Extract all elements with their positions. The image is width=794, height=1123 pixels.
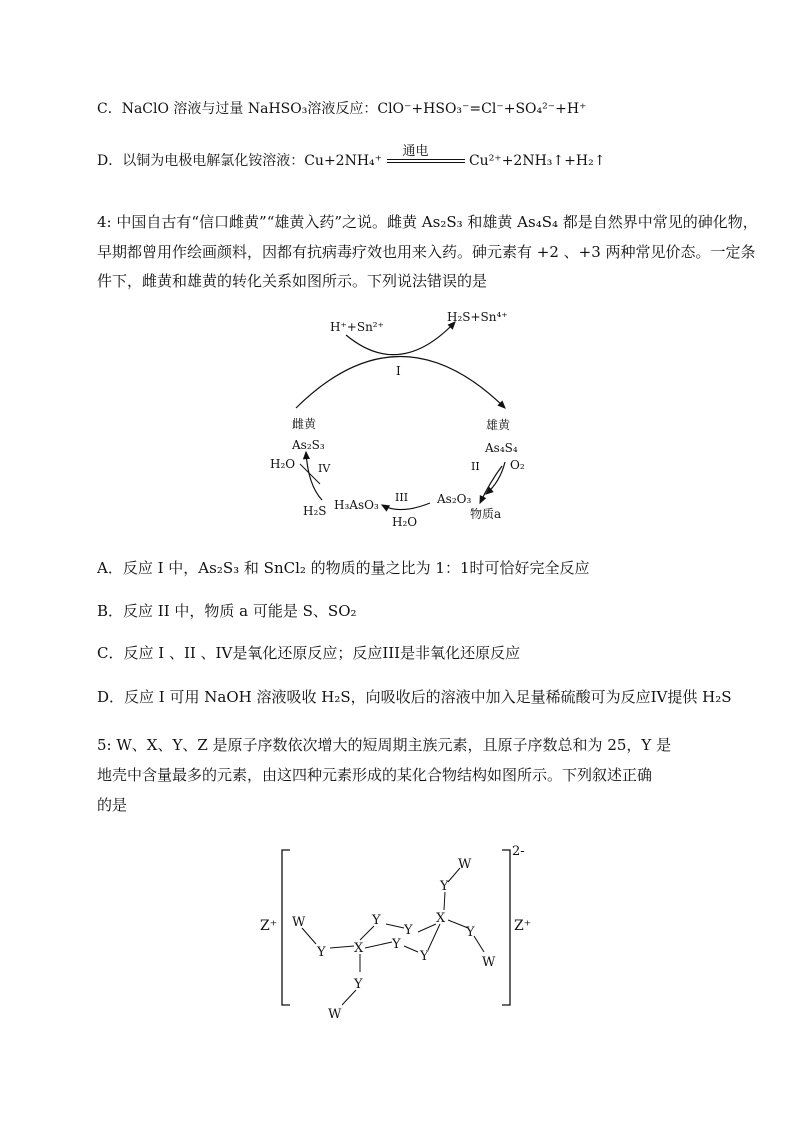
label-reaction-I: I bbox=[396, 364, 401, 378]
label-top-left: H⁺+Sn²⁺ bbox=[330, 320, 384, 334]
z-right: Z⁺ bbox=[514, 918, 532, 934]
q4-line1: 4: 中国自古有“信口雌黄”“雄黄入药”之说。雌黄 As₂S₃ 和雄黄 As₄S₄ 都是自然界中常见的砷化物， bbox=[97, 213, 758, 231]
electrolysis-label: 通电 bbox=[402, 144, 429, 159]
atom-y: Y bbox=[317, 945, 326, 960]
atom-y: Y bbox=[404, 923, 413, 938]
label-h3aso3: H₃AsO₃ bbox=[334, 498, 379, 512]
q4-cycle-diagram bbox=[0, 300, 794, 530]
label-h2o-left: H₂O bbox=[270, 457, 296, 471]
right-bracket bbox=[502, 850, 510, 1005]
label-substance-a: 物质a bbox=[470, 507, 502, 521]
label-right-formula: As₄S₄ bbox=[485, 441, 518, 455]
q4-line2: 早期都曾用作绘画颜料，因都有抗病毒疗效也用来入药。砷元素有 +2 、+3 两种常见价态。一定条 bbox=[97, 243, 756, 261]
label-reaction-II: II bbox=[471, 460, 480, 473]
atom-y: Y bbox=[392, 937, 401, 952]
label-h2s: H₂S bbox=[303, 504, 327, 518]
option-c-prev: C．NaClO 溶液与过量 NaHSO₃溶液反应：ClO⁻+HSO₃⁻=Cl⁻+SO₄²⁻+H⁺ bbox=[97, 101, 587, 117]
atom-w: W bbox=[328, 1007, 342, 1022]
electrolysis-arrow bbox=[387, 144, 465, 168]
q4-option-c: C．反应 I 、II 、IV是氧化还原反应；反应III是非氧化还原反应 bbox=[97, 644, 521, 662]
q4-option-a: A．反应 I 中，As₂S₃ 和 SnCl₂ 的物质的量之比为 1：1时可恰好完全反应 bbox=[97, 559, 590, 577]
atom-y: Y bbox=[466, 925, 475, 940]
q5-line2: 地壳中含量最多的元素，由这四种元素形成的某化合物结构如图所示。下列叙述正确 bbox=[97, 766, 653, 784]
option-d-prev bbox=[97, 144, 606, 170]
q4-option-b: B．反应 II 中，物质 a 可能是 S、SO₂ bbox=[97, 602, 357, 620]
atom-y: Y bbox=[354, 977, 363, 992]
q5-line3: 的是 bbox=[97, 796, 128, 814]
q5-line1: 5: W、X、Y、Z 是原子序数依次增大的短周期主族元素，且原子序数总和为 25，Y 是 bbox=[97, 736, 672, 754]
q4-option-d: D．反应 I 可用 NaOH 溶液吸收 H₂S，向吸收后的溶液中加入足量稀硫酸可为反应IV提供 H₂S bbox=[97, 688, 732, 706]
label-h2o-bottom: H₂O bbox=[392, 515, 418, 529]
atom-w: W bbox=[458, 857, 472, 872]
label-as2o3: As₂O₃ bbox=[437, 492, 472, 506]
charge-label: 2- bbox=[512, 844, 525, 859]
atom-w: W bbox=[292, 915, 306, 930]
arrow-IV-branch bbox=[300, 464, 320, 484]
label-top-right: H₂S+Sn⁴⁺ bbox=[447, 310, 508, 324]
atom-x: X bbox=[354, 941, 364, 956]
label-o2: O₂ bbox=[510, 458, 525, 472]
arrow-IV bbox=[306, 452, 322, 500]
label-reaction-IV: IV bbox=[318, 462, 331, 475]
label-right-name: 雄黄 bbox=[486, 418, 511, 432]
atom-w: W bbox=[482, 955, 496, 970]
arrow-to-a bbox=[480, 466, 502, 503]
q5-structure-diagram bbox=[0, 840, 794, 1040]
label-reaction-III: III bbox=[395, 491, 409, 504]
atom-y: Y bbox=[372, 913, 381, 928]
left-bracket bbox=[282, 850, 290, 1005]
label-left-formula: As₂S₃ bbox=[292, 438, 325, 452]
z-left: Z⁺ bbox=[260, 918, 278, 934]
q4-line3: 件下，雌黄和雄黄的转化关系如图所示。下列说法错误的是 bbox=[97, 272, 488, 290]
option-d-prev-left: D．以铜为电极电解氯化铵溶液：Cu+2NH₄⁺ bbox=[97, 153, 383, 169]
atom-y: Y bbox=[420, 949, 429, 964]
atom-x: X bbox=[436, 911, 446, 926]
option-d-prev-right: Cu²⁺+2NH₃↑+H₂↑ bbox=[468, 153, 606, 169]
atom-y: Y bbox=[440, 879, 449, 894]
label-left-name: 雌黄 bbox=[292, 417, 317, 431]
